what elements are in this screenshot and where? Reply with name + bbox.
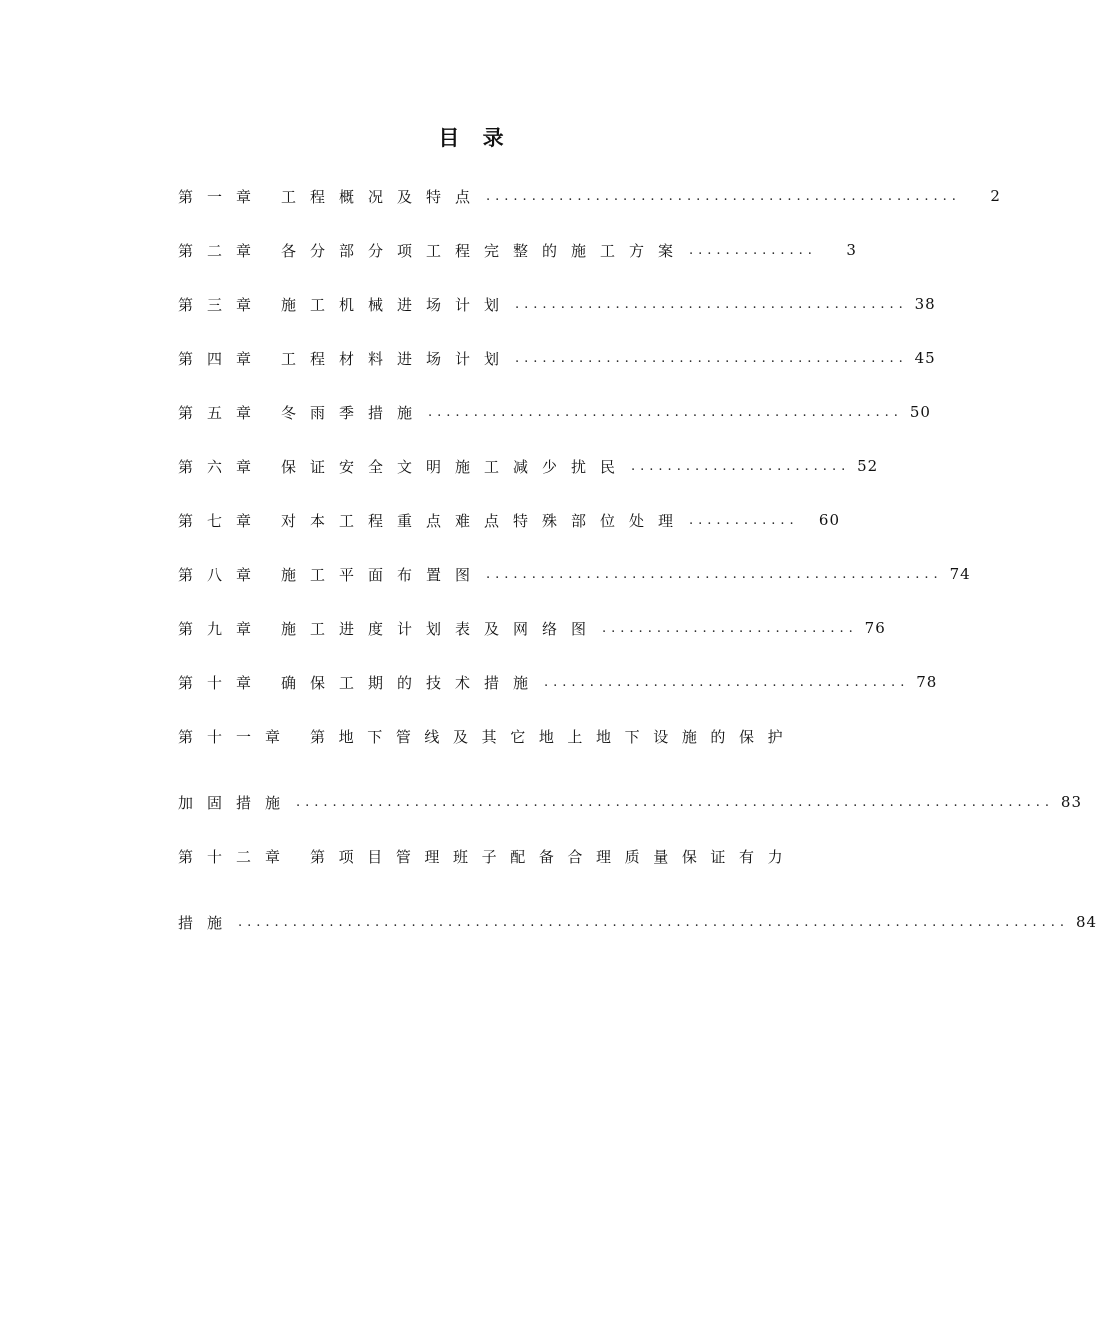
chapter-title: 对本工程重点难点特殊部位处理 <box>281 511 688 530</box>
chapter-number: 第十二章 <box>178 847 295 866</box>
dot-leader: .................................................... <box>486 188 961 204</box>
chapter-number: 第八章 <box>178 565 266 584</box>
page-number: 38 <box>914 295 936 313</box>
page-number: 3 <box>846 241 857 259</box>
page-number: 83 <box>1060 793 1082 811</box>
toc-entry-1[interactable] <box>178 184 1001 208</box>
chapter-title: 施工机械进场计划 <box>281 295 514 314</box>
toc-entry-2[interactable] <box>178 238 857 262</box>
chapter-title: 各分部分项工程完整的施工方案 <box>281 241 688 260</box>
chapter-number: 第二章 <box>178 241 266 260</box>
chapter-number: 第一章 <box>178 187 266 206</box>
toc-entry-7[interactable] <box>178 508 840 532</box>
dot-leader: .............. <box>689 242 817 258</box>
chapter-title: 第项目管理班子配备合理质量保证有力 <box>310 847 797 866</box>
chapter-title: 确保工期的技术措施 <box>281 673 543 692</box>
toc-entry-12-line2[interactable] <box>178 910 1097 934</box>
chapter-title: 保证安全文明施工减少扰民 <box>281 457 630 476</box>
dot-leader: ........................ <box>631 458 851 474</box>
chapter-number: 第九章 <box>178 619 266 638</box>
page-number: 60 <box>818 511 840 529</box>
page-number: 50 <box>909 403 931 421</box>
toc-entry-11-line1[interactable] <box>178 724 848 748</box>
toc-entry-10[interactable] <box>178 670 938 694</box>
chapter-title: 冬雨季措施 <box>281 403 427 422</box>
dot-leader: ................................................................................... <box>296 794 1054 810</box>
toc-entry-12-line1[interactable] <box>178 844 848 868</box>
chapter-title: 工程概况及特点 <box>281 187 485 206</box>
page-number: 74 <box>949 565 971 583</box>
chapter-title-continued: 加固措施 <box>178 793 295 812</box>
chapter-number: 第十章 <box>178 673 266 692</box>
toc-title: 目 录 <box>438 126 512 150</box>
chapter-number: 第十一章 <box>178 727 295 746</box>
dot-leader: .................................................. <box>486 566 943 582</box>
dot-leader: ........................................ <box>544 674 910 690</box>
chapter-title-continued: 措施 <box>178 913 237 932</box>
chapter-title: 工程材料进场计划 <box>281 349 514 368</box>
toc-entry-4[interactable] <box>178 346 936 370</box>
toc-entry-6[interactable] <box>178 454 879 478</box>
toc-entry-9[interactable] <box>178 616 886 640</box>
chapter-number: 第三章 <box>178 295 266 314</box>
page-number: 52 <box>857 457 879 475</box>
page-number: 2 <box>990 187 1001 205</box>
page-number: 78 <box>916 673 938 691</box>
chapter-number: 第四章 <box>178 349 266 368</box>
chapter-number: 第六章 <box>178 457 266 476</box>
page-number: 45 <box>914 349 936 367</box>
chapter-number: 第七章 <box>178 511 266 530</box>
toc-entry-11-line2[interactable] <box>178 790 1082 814</box>
chapter-title: 第地下管线及其它地上地下设施的保护 <box>310 727 797 746</box>
toc-entry-3[interactable] <box>178 292 936 316</box>
dot-leader: .................................................... <box>428 404 903 420</box>
dot-leader: ........................................... <box>515 350 908 366</box>
dot-leader: ............................ <box>602 620 858 636</box>
dot-leader: ........................................... <box>515 296 908 312</box>
page-number: 84 <box>1075 913 1097 931</box>
dot-leader: ............ <box>689 512 799 528</box>
chapter-title: 施工进度计划表及网络图 <box>281 619 601 638</box>
toc-entry-8[interactable] <box>178 562 971 586</box>
chapter-number: 第五章 <box>178 403 266 422</box>
toc-entry-5[interactable] <box>178 400 931 424</box>
dot-leader: ........................................................................................... <box>238 914 1070 930</box>
chapter-title: 施工平面布置图 <box>281 565 485 584</box>
page-number: 76 <box>864 619 886 637</box>
